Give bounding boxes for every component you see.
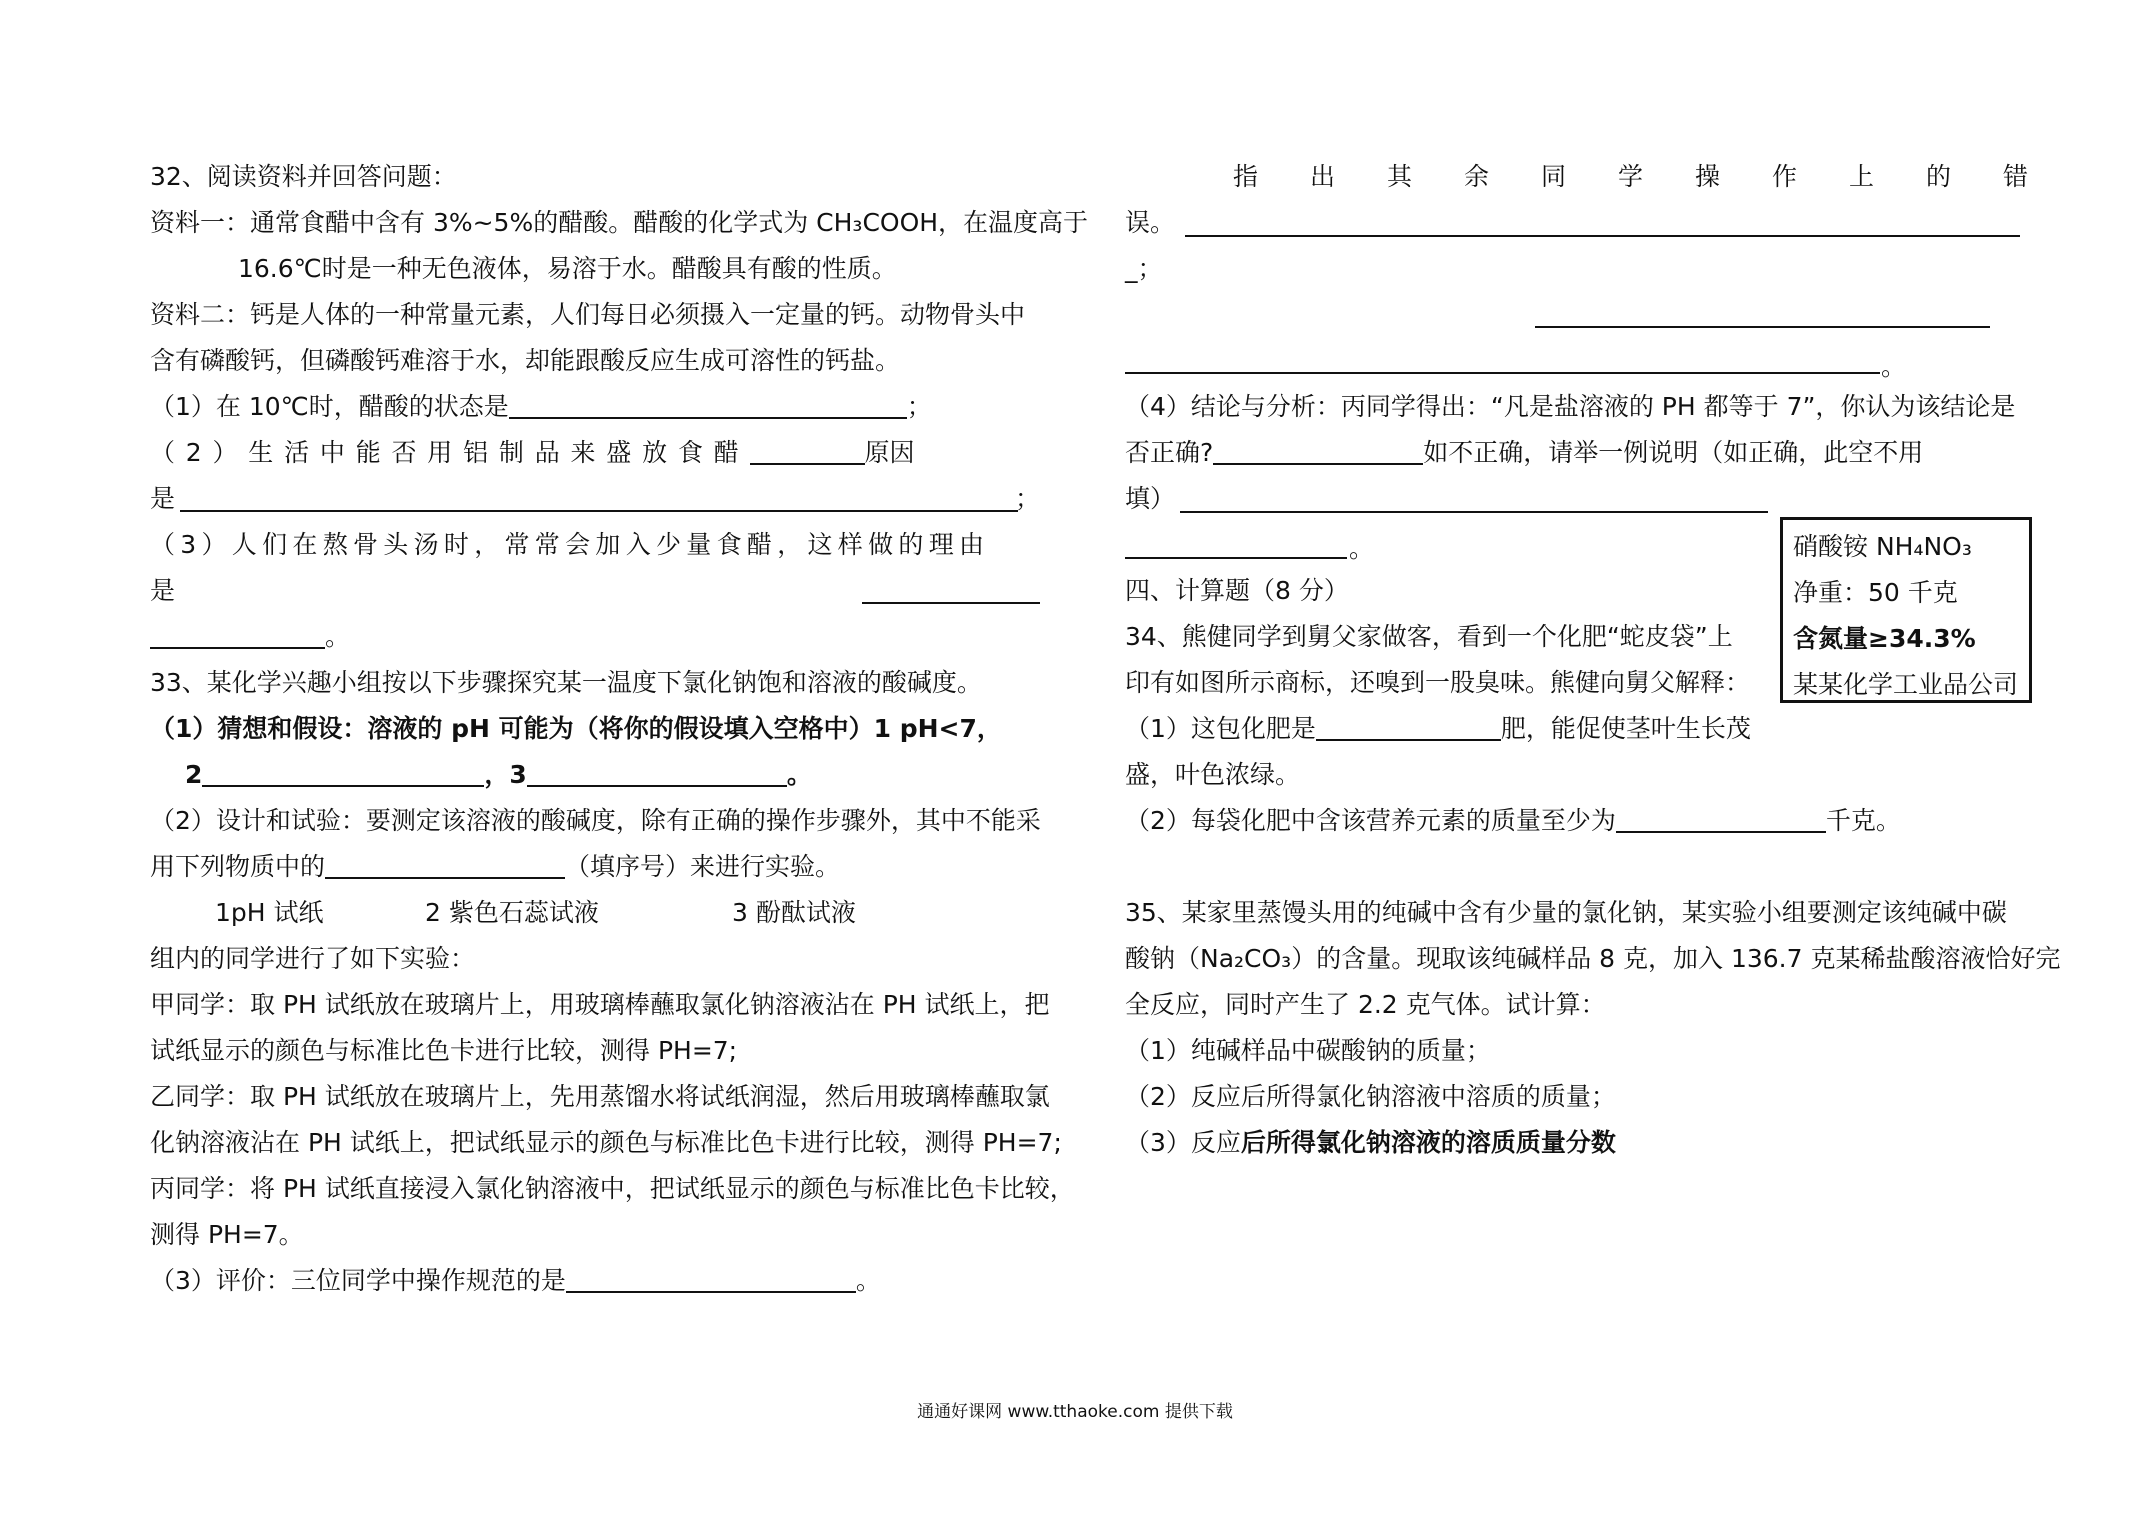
q32-material1-line2: 16.6℃时是一种无色液体，易溶于水。醋酸具有酸的性质。 — [238, 254, 897, 283]
q32-part2-reason-label: 原因 — [864, 438, 915, 467]
q33-conclusion-end: 。 — [1349, 534, 1375, 563]
q33-hypothesis-3-blank[interactable] — [527, 759, 787, 787]
q32-part2-reason-blank[interactable] — [180, 484, 1018, 512]
fertilizer-weight: 净重：50 千克 — [1793, 578, 1958, 607]
q32-part3-blank-b[interactable] — [150, 621, 325, 649]
q32-part3-line3 — [150, 620, 350, 654]
q33-design-line2-start: 用下列物质中的 — [150, 852, 326, 881]
q32-part2-blank[interactable] — [750, 437, 865, 465]
q34-part1-text: （1）这包化肥是 — [1125, 714, 1316, 743]
q33-error-end: 。 — [1881, 352, 1907, 381]
q32-part1-text: （1）在 10℃时，醋酸的状态是 — [150, 392, 509, 421]
q33-conclusion-blank-c[interactable] — [1125, 557, 1347, 559]
q33-group-intro: 组内的同学进行了如下实验： — [150, 944, 476, 973]
q35-line3: 全反应，同时产生了 2.2 克气体。试计算： — [1125, 990, 1606, 1019]
q35-subquestion-3 — [1125, 1126, 1616, 1160]
q35-subquestion-3-start: （3）反应 — [1125, 1128, 1241, 1157]
q33-error-blank-b[interactable] — [1535, 326, 1990, 328]
q33-error-line1: 指出其余同学操作上的错 — [1233, 162, 2081, 191]
q34-line2: 印有如图所示商标，还嗅到一股臭味。熊健向舅父解释： — [1125, 668, 1751, 697]
q35-subquestion-3-bold: 后所得氯化钠溶液的溶质质量分数 — [1240, 1128, 1616, 1157]
q33-student-yi-line1: 乙同学：取 PH 试纸放在玻璃片上，先用蒸馏水将试纸润湿，然后用玻璃棒蘸取氯 — [150, 1082, 1050, 1111]
fertilizer-nitrogen-content: 含氮量≥34.3% — [1793, 624, 1976, 653]
q33-conclusion-line2-end: 如不正确，请举一例说明（如正确，此空不用 — [1423, 438, 1924, 467]
q33-error-blank-a[interactable] — [1185, 235, 2020, 237]
q33-student-bing-line1: 丙同学：将 PH 试纸直接浸入氯化钠溶液中，把试纸显示的颜色与标准比色卡比较， — [150, 1174, 1075, 1203]
q32-part3-end: 。 — [325, 622, 351, 651]
q32-part2-line2 — [150, 482, 1040, 516]
q33-conclusion-line2-start: 否正确? — [1125, 438, 1214, 467]
q32-part1 — [150, 390, 932, 424]
q33-conclusion-line2 — [1125, 436, 1923, 470]
fertilizer-label-box — [1780, 517, 2032, 703]
q35-line1: 35、某家里蒸馒头用的纯碱中含有少量的氯化钠，某实验小组要测定该纯碱中碳 — [1125, 898, 2007, 927]
q33-conclusion-blank-b[interactable] — [1180, 511, 1768, 513]
q33-option-1: 1pH 试纸 — [215, 898, 324, 927]
q32-title: 32、阅读资料并回答问题： — [150, 162, 457, 191]
q34-part2-text: （2）每袋化肥中含该营养元素的质量至少为 — [1125, 806, 1616, 835]
q32-part2-text: （2）生活中能否用铝制品来盛放食醋 — [150, 438, 750, 467]
q33-design-blank[interactable] — [325, 851, 565, 879]
q33-error-line3: _； — [1125, 254, 1163, 283]
fertilizer-company: 某某化学工业品公司 — [1793, 670, 2019, 699]
q34-part1-end: 肥，能促使茎叶生长茂 — [1500, 714, 1751, 743]
q32-part3-line1: （3）人们在熬骨头汤时，常常会加入少量食醋，这样做的理由 — [150, 530, 990, 559]
section4-title: 四、计算题（8 分） — [1125, 576, 1349, 605]
q32-part2-line2-start: 是 — [150, 484, 176, 513]
footer-credit: 通通好课网 www.tthaoke.com 提供下载 — [917, 1402, 1233, 1422]
q33-hypothesis-end: 。 — [786, 760, 812, 789]
q34-part2-end: 千克。 — [1825, 806, 1901, 835]
q33-hypothesis-2-num: 2 — [185, 760, 203, 789]
q32-part3-line2 — [150, 574, 1040, 608]
q32-part2-line1 — [150, 436, 915, 470]
q34-line1: 34、熊健同学到舅父家做客，看到一个化肥“蛇皮袋”上 — [1125, 622, 1733, 651]
q32-material2-line1: 资料二：钙是人体的一种常量元素，人们每日必须摄入一定量的钙。动物骨头中 — [150, 300, 1026, 329]
q33-hypothesis-line2 — [185, 758, 812, 792]
q33-conclusion-line1: （4）结论与分析：丙同学得出：“凡是盐溶液的 PH 都等于 7”，你认为该结论是 — [1125, 392, 2016, 421]
q33-conclusion-line3: 填） — [1125, 484, 1176, 513]
q33-error-line2-start: 误。 — [1125, 208, 1176, 237]
q33-evaluation-blank[interactable] — [566, 1265, 856, 1293]
q33-evaluation-text: （3）评价：三位同学中操作规范的是 — [150, 1266, 566, 1295]
fertilizer-name: 硝酸铵 NH₄NO₃ — [1793, 532, 1972, 561]
q33-evaluation — [150, 1264, 881, 1298]
q34-part1-blank[interactable] — [1316, 713, 1501, 741]
q33-design-line2-end: （填序号）来进行实验。 — [565, 852, 841, 881]
q32-part1-end: ； — [906, 392, 932, 421]
q34-part1-line2: 盛，叶色浓绿。 — [1125, 760, 1301, 789]
q33-design-line2 — [150, 850, 840, 884]
q33-hypothesis-2-blank[interactable] — [202, 759, 484, 787]
q34-part2-blank[interactable] — [1616, 805, 1826, 833]
q33-design-line1: （2）设计和试验：要测定该溶液的酸碱度，除有正确的操作步骤外，其中不能采 — [150, 806, 1041, 835]
q33-error-blank-c[interactable] — [1125, 372, 1880, 374]
q33-hypothesis-line1: （1）猜想和假设：溶液的 pH 可能为（将你的假设填入空格中）1 pH<7， — [150, 714, 1002, 743]
q35-line2: 酸钠（Na₂CO₃）的含量。现取该纯碱样品 8 克，加入 136.7 克某稀盐酸溶液恰好完 — [1125, 944, 2061, 973]
q33-student-jia-line1: 甲同学：取 PH 试纸放在玻璃片上，用玻璃棒蘸取氯化钠溶液沾在 PH 试纸上，把 — [150, 990, 1050, 1019]
q32-part3-blank-a[interactable] — [862, 576, 1040, 604]
q35-subquestion-2: （2）反应后所得氯化钠溶液中溶质的质量； — [1125, 1082, 1616, 1111]
q32-material2-line2: 含有磷酸钙，但磷酸钙难溶于水，却能跟酸反应生成可溶性的钙盐。 — [150, 346, 901, 375]
q32-material1-line1: 资料一：通常食醋中含有 3%~5%的醋酸。醋酸的化学式为 CH₃COOH，在温度高于 — [150, 208, 1089, 237]
q34-part2 — [1125, 804, 1901, 838]
q33-title: 33、某化学兴趣小组按以下步骤探究某一温度下氯化钠饱和溶液的酸碱度。 — [150, 668, 982, 697]
q32-part1-blank[interactable] — [509, 391, 907, 419]
q33-student-bing-line2: 测得 PH=7。 — [150, 1220, 304, 1249]
q33-option-2: 2 紫色石蕊试液 — [425, 898, 599, 927]
q32-part2-line2-end: ； — [1014, 484, 1040, 513]
q33-evaluation-end: 。 — [855, 1266, 881, 1295]
q33-student-yi-line2: 化钠溶液沾在 PH 试纸上，把试纸显示的颜色与标准比色卡进行比较，测得 PH=7; — [150, 1128, 1062, 1157]
q33-hypothesis-3-num: ，3 — [484, 760, 527, 789]
q33-conclusion-blank-a[interactable] — [1213, 437, 1423, 465]
q35-subquestion-1: （1）纯碱样品中碳酸钠的质量； — [1125, 1036, 1491, 1065]
q34-part1 — [1125, 712, 1751, 746]
q33-option-3: 3 酚酞试液 — [732, 898, 856, 927]
q32-part3-line2-start: 是 — [150, 576, 176, 605]
q33-student-jia-line2: 试纸显示的颜色与标准比色卡进行比较，测得 PH=7; — [150, 1036, 738, 1065]
